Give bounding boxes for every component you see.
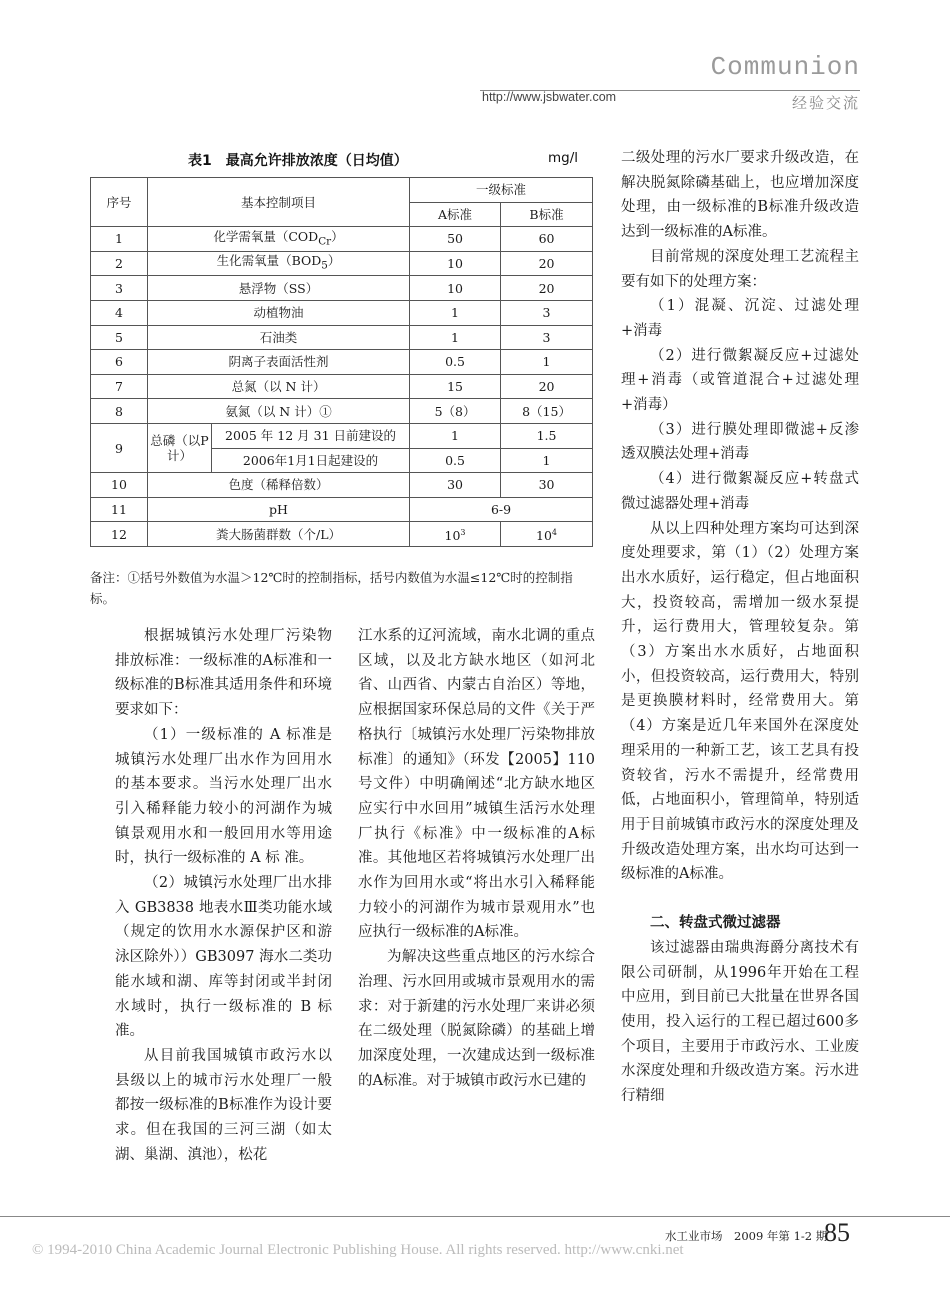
- cell-b: [501, 522, 593, 547]
- cell-b: 3: [501, 325, 593, 350]
- cell-item-after: ）: [327, 253, 341, 269]
- cell-item: pH: [148, 497, 410, 522]
- cell-item: 石油类: [148, 325, 410, 350]
- cell-a: 10: [410, 276, 501, 301]
- cell-b: 20: [501, 374, 593, 399]
- cell-a: 50: [410, 227, 501, 252]
- paragraph: （1）混凝、沉淀、过滤处理+消毒: [621, 298, 859, 339]
- table-row: [91, 522, 593, 547]
- cell-a: 10: [410, 251, 501, 276]
- paragraph: 根据城镇污水处理厂污染物排放标准：一级标准的A标准和一级标准的B标准其适用条件和环境要求如下：: [115, 628, 332, 719]
- column-2: [358, 624, 595, 1093]
- cell-item-sub: 5: [321, 259, 328, 272]
- footer-rule: [0, 1216, 950, 1217]
- cell-b-base: 10: [536, 528, 552, 544]
- cell-b: 8（15）: [501, 399, 593, 424]
- cell-a: 1: [410, 423, 501, 448]
- emission-standards-table: [90, 177, 593, 547]
- cell-item: 总氮（以 N 计）: [148, 374, 410, 399]
- table-row: [91, 350, 593, 375]
- cell-a: 1: [410, 300, 501, 325]
- paragraph: 为解决这些重点地区的污水综合治理、污水回用或城市景观用水的需求：对于新建的污水处理厂来讲必须在二级处理（脱氮除磷）的基础上增加深度处理，一次建成达到一级标准的A标准。对于城镇市政污水已建的: [358, 949, 595, 1089]
- cell-no: 4: [91, 300, 148, 325]
- cell-no: 8: [91, 399, 148, 424]
- cell-a: 1: [410, 325, 501, 350]
- cell-a: 15: [410, 374, 501, 399]
- cell-no: 12: [91, 522, 148, 547]
- cell-item: 悬浮物（SS）: [148, 276, 410, 301]
- cell-item: 粪大肠菌群数（个/L）: [148, 522, 410, 547]
- table-row: [91, 399, 593, 424]
- table-row: [91, 300, 593, 325]
- header-group: 一级标准: [410, 178, 593, 203]
- cell-b: 20: [501, 251, 593, 276]
- paragraph: 二级处理的污水厂要求升级改造，在解决脱氮除磷基础上，也应增加深度处理，由一级标准的B标准升级改造达到一级标准的A标准。: [621, 150, 859, 241]
- column-3: [621, 146, 859, 1109]
- cell-b: 3: [501, 300, 593, 325]
- header-item: 基本控制项目: [148, 178, 410, 227]
- paragraph: （4）进行微絮凝反应+转盘式微过滤器处理+消毒: [621, 471, 859, 512]
- header-a: A标准: [410, 202, 501, 227]
- table-row: [91, 251, 593, 276]
- table-row: [91, 473, 593, 498]
- cell-item: [148, 251, 410, 276]
- cell-item-text: 生化需氧量（BOD: [216, 253, 322, 269]
- cell-b: 60: [501, 227, 593, 252]
- paragraph: 目前常规的深度处理工艺流程主要有如下的处理方案：: [621, 248, 859, 290]
- column-1: [115, 624, 332, 1167]
- cell-b: 30: [501, 473, 593, 498]
- cell-subitem: 2006年1月1日起建设的: [212, 448, 410, 473]
- table-note: 备注：①括号外数值为水温＞12℃时的控制指标，括号内数值为水温≤12℃时的控制指标。: [90, 570, 573, 606]
- cell-item-after: ）: [331, 228, 344, 244]
- paragraph: （1）一级标准的 A 标准是城镇污水处理厂出水作为回用水的基本要求。当污水处理厂出水引入稀释能力较小的河湖作为城镇景观用水和一般回用水等用途时，执行一级标准的 A 标 准。: [115, 726, 332, 867]
- cell-no: 11: [91, 497, 148, 522]
- journal-issue: 水工业市场 2009 年第 1-2 期: [665, 1229, 828, 1243]
- cell-a: 0.5: [410, 350, 501, 375]
- cell-b: 1: [501, 350, 593, 375]
- header-b: B标准: [501, 202, 593, 227]
- table-title: 表1 最高允许排放浓度（日均值）: [188, 153, 408, 169]
- cell-no: 3: [91, 276, 148, 301]
- table-row: [91, 497, 593, 522]
- table-unit: mg/l: [548, 150, 579, 166]
- cell-subitem: 2005 年 12 月 31 日前建设的: [212, 423, 410, 448]
- cell-no: 1: [91, 227, 148, 252]
- cell-item: 动植物油: [148, 300, 410, 325]
- cell-b: 1: [501, 448, 593, 473]
- cell-item: [148, 227, 410, 252]
- cell-no: 2: [91, 251, 148, 276]
- section-heading: 二、转盘式微过滤器: [650, 915, 781, 932]
- paragraph: 该过滤器由瑞典海爵分离技术有限公司研制，从1996年开始在工程中应用，到目前已大批量在世界各国使用，投入运行的工程已超过600多个项目，主要用于市政污水、工业废水深度处理和升级改造方案。污水进行精细: [621, 939, 859, 1105]
- cell-ab: 6-9: [410, 497, 593, 522]
- cell-item-sub: Cr: [318, 235, 332, 248]
- cell-a-exp: 3: [460, 528, 466, 538]
- header-url[interactable]: http://www.jsbwater.com: [482, 90, 617, 104]
- table-row: [91, 374, 593, 399]
- cell-no: 10: [91, 473, 148, 498]
- table-row: [91, 227, 593, 252]
- cell-group: 总磷（以P 计）: [148, 423, 212, 472]
- cell-no: 9: [91, 423, 148, 472]
- cell-b-exp: 4: [551, 528, 558, 538]
- cell-no: 7: [91, 374, 148, 399]
- cell-item-text: 化学需氧量（COD: [213, 228, 319, 244]
- paragraph: 江水系的辽河流域，南水北调的重点区域，以及北方缺水地区（如河北省、山西省、内蒙古自治区）等地，应根据国家环保总局的文件《关于严格执行〔城镇污水处理厂污染物排放标准〕的通知》（环发【2005】110号文件）中明确阐述“北方缺水地区应实行中水回用”城镇生活污水处理厂执行《标准》中一级标准的A标准。其他地区若将城镇污水处理厂出水作为回用水或“将出水引入稀释能力较小的河湖作为城市景观用水”也应执行一级标准的A标准。: [358, 628, 595, 941]
- cell-a: 5（8）: [410, 399, 501, 424]
- cell-a-base: 10: [444, 528, 461, 544]
- table-row: [91, 276, 593, 301]
- header-no: 序号: [91, 178, 148, 227]
- cell-b: 1.5: [501, 423, 593, 448]
- paragraph: （3）进行膜处理即微滤+反渗透双膜法处理+消毒: [621, 421, 859, 463]
- table-header-row: [91, 178, 593, 203]
- cell-a: 30: [410, 473, 501, 498]
- paragraph: （2）进行微絮凝反应+过滤处理+消毒（或管道混合+过滤处理+消毒）: [621, 347, 859, 414]
- cell-item: 阴离子表面活性剂: [148, 350, 410, 375]
- cell-a: 0.5: [410, 448, 501, 473]
- cell-item: 色度（稀释倍数）: [148, 473, 410, 498]
- header-brand: Communion: [710, 52, 860, 82]
- paragraph: 从以上四种处理方案均可达到深度处理要求，第（1）（2）处理方案出水水质好，运行稳定，但占地面积大，投资较高，需增加一级水泵提升，运行费用大，管理较复杂。第（3）方案出水水质好，占地面积小，但投资较高，运行费用大，特别是更换膜材料时，经常费用大。第（4）方案是近几年来国外在深度处理采用的一种新工艺，该工艺具有投资较省，污水不需提升，经常费用低，占地面积小，管理简单，特别适用于目前城镇市政污水的深度处理及升级改造处理方案，出水均可达到一级标准的A标准。: [621, 520, 859, 883]
- table-row: [91, 325, 593, 350]
- cell-no: 6: [91, 350, 148, 375]
- cell-item: 氨氮（以 N 计）①: [148, 399, 410, 424]
- paragraph: （2）城镇污水处理厂出水排入 GB3838 地表水Ⅲ类功能水域（规定的饮用水水源保护区和游泳区除外））GB3097 海水二类功能水域和湖、库等封闭或半封闭水域时，执行一级标准的 B 标准。: [115, 875, 332, 1040]
- paragraph: 从目前我国城镇市政污水以县级以上的城市污水处理厂一般都按一级标准的B标准作为设计要求。但在我国的三河三湖（如太湖、巢湖、滇池），松花: [115, 1047, 332, 1163]
- cell-b: 20: [501, 276, 593, 301]
- page-number: 85: [824, 1218, 850, 1247]
- cell-a: [410, 522, 501, 547]
- table-row: [91, 423, 593, 448]
- copyright-notice: © 1994-2010 China Academic Journal Electronic Publishing House. All rights reserved. http://www.cnki.net: [32, 1242, 684, 1258]
- header-section: 经验交流: [791, 94, 860, 112]
- cell-no: 5: [91, 325, 148, 350]
